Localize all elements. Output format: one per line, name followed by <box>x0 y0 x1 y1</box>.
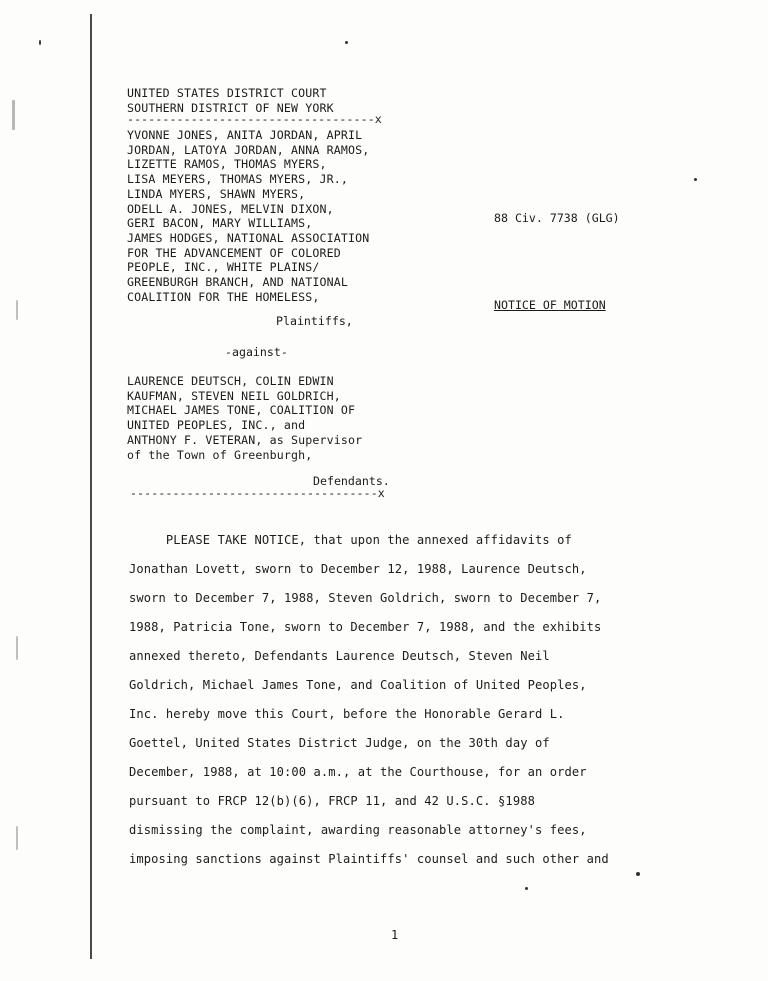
body-line: Jonathan Lovett, sworn to December 12, 1988, Laurence Deutsch, <box>129 562 587 576</box>
body-line: pursuant to FRCP 12(b)(6), FRCP 11, and 42 U.S.C. §1988 <box>129 794 535 808</box>
scan-speck <box>16 826 18 850</box>
plaintiffs-list: YVONNE JONES, ANITA JORDAN, APRIL JORDAN, LATOYA JORDAN, ANNA RAMOS, LIZETTE RAMOS, THOMAS MYERS, LISA MEYERS, THOMAS MYERS, JR., LINDA MYERS, SHAWN MYERS, ODELL A. JONES, MELVIN DIXON, GERI BACON, MARY WILLIAMS, JAMES HODGES, NATIONAL ASSOCIATION FOR THE ADVANCEMENT OF COLORED PEOPLE, INC., WHITE PLAINS/ GREENBURGH BRANCH, AND NATIONAL COALITION FOR THE HOMELESS, <box>127 128 370 304</box>
body-line: sworn to December 7, 1988, Steven Goldrich, sworn to December 7, <box>129 591 602 605</box>
body-line: 1988, Patricia Tone, sworn to December 7, 1988, and the exhibits <box>129 620 602 634</box>
body-line: dismissing the complaint, awarding reasonable attorney's fees, <box>129 823 587 837</box>
caption-rule-bottom: -----------------------------------x <box>130 486 385 500</box>
scan-speck <box>694 178 697 181</box>
body-line: annexed thereto, Defendants Laurence Deutsch, Steven Neil <box>129 649 550 663</box>
court-heading: UNITED STATES DISTRICT COURT SOUTHERN DISTRICT OF NEW YORK <box>127 86 334 115</box>
body-line: Goldrich, Michael James Tone, and Coalition of United Peoples, <box>129 678 587 692</box>
body-line: imposing sanctions against Plaintiffs' counsel and such other and <box>129 852 609 866</box>
scan-speck <box>39 40 41 45</box>
body-line: December, 1988, at 10:00 a.m., at the Courthouse, for an order <box>129 765 587 779</box>
case-number: 88 Civ. 7738 (GLG) <box>494 211 620 225</box>
document-title: NOTICE OF MOTION <box>494 298 606 312</box>
against-label: -against- <box>225 345 288 359</box>
scan-speck <box>345 41 348 44</box>
scan-speck <box>525 887 528 890</box>
body-line: Inc. hereby move this Court, before the Honorable Gerard L. <box>129 707 565 721</box>
caption-rule-top: -----------------------------------x <box>127 112 382 126</box>
page-number: 1 <box>391 928 399 942</box>
defendants-label: Defendants. <box>313 474 390 488</box>
scan-speck <box>16 300 18 320</box>
body-line: PLEASE TAKE NOTICE, that upon the annexed affidavits of <box>129 533 572 547</box>
scan-speck <box>16 636 18 660</box>
scan-speck <box>636 872 640 876</box>
defendants-list: LAURENCE DEUTSCH, COLIN EDWIN KAUFMAN, STEVEN NEIL GOLDRICH, MICHAEL JAMES TONE, COALITION OF UNITED PEOPLES, INC., and ANTHONY F. VETERAN, as Supervisor of the Town of Greenburgh, <box>127 374 363 462</box>
plaintiffs-label: Plaintiffs, <box>276 314 353 328</box>
scan-speck <box>12 100 15 130</box>
scan-margin-line <box>90 14 92 959</box>
body-line: Goettel, United States District Judge, on the 30th day of <box>129 736 550 750</box>
